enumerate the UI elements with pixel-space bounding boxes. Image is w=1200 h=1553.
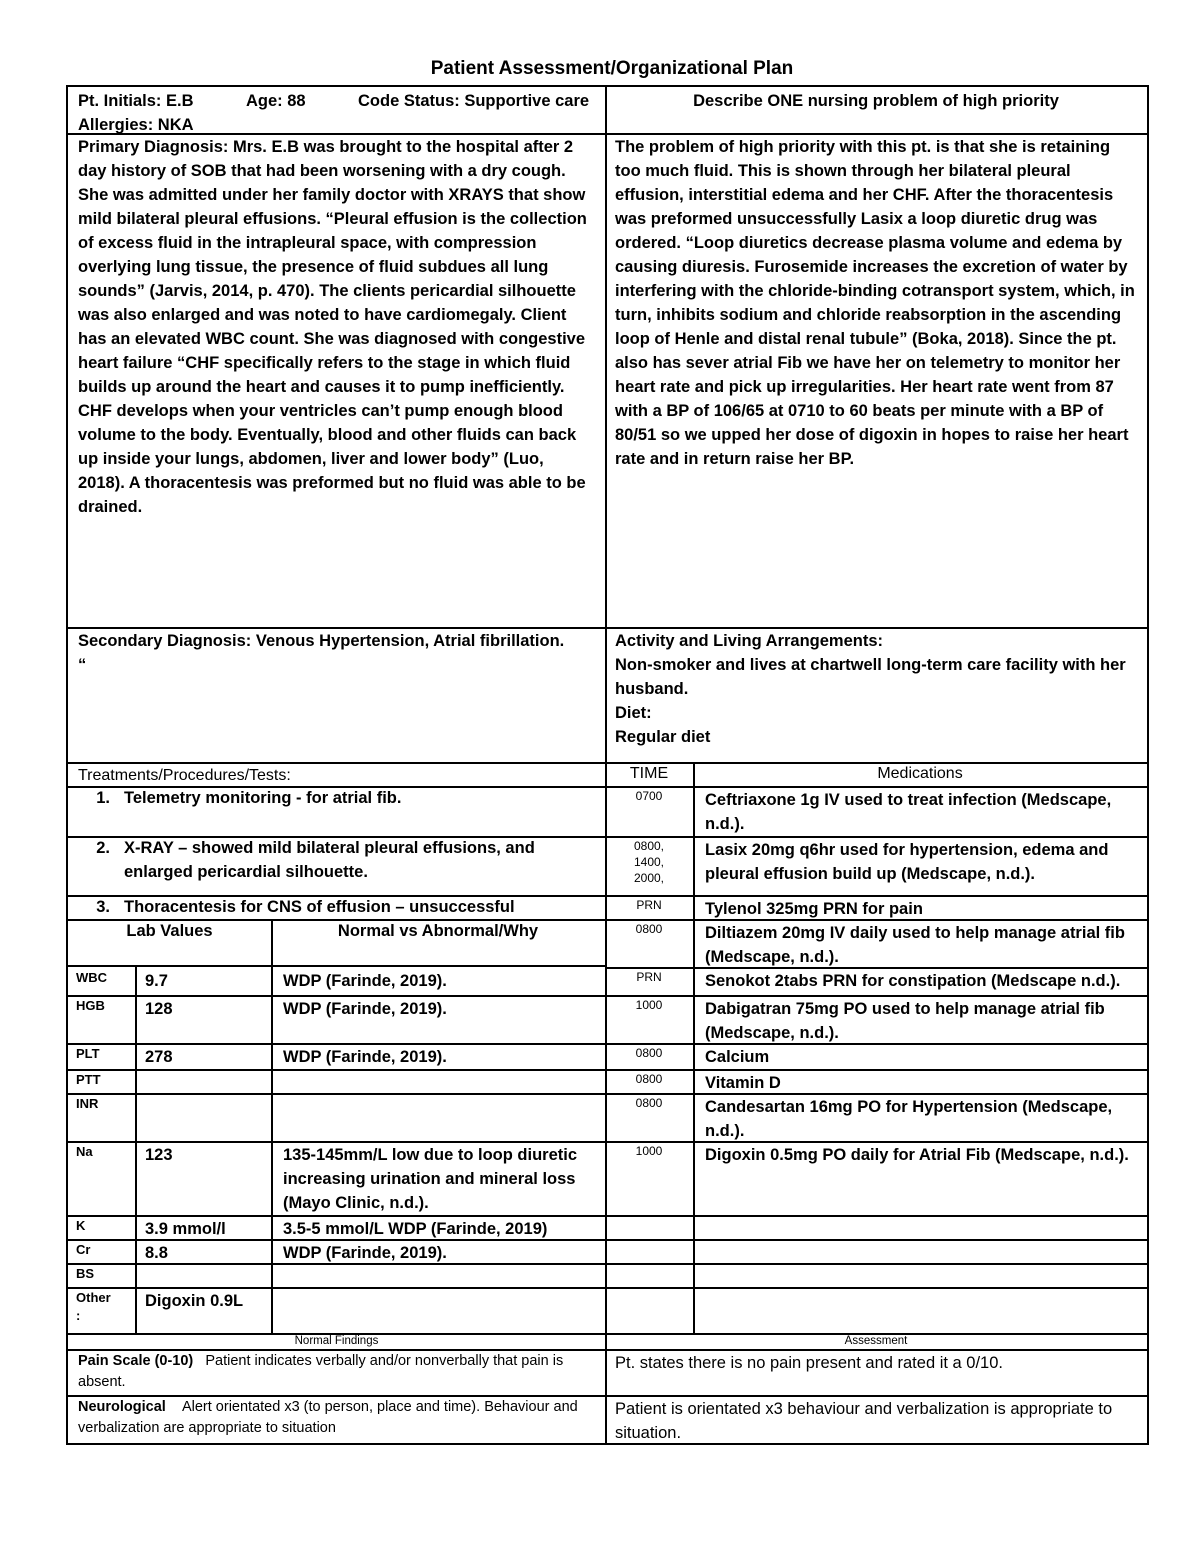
patient-age: Age: 88	[246, 92, 306, 110]
med-time: 0800	[605, 919, 695, 969]
med-description: Calcium	[693, 1043, 1149, 1071]
med-time: 0800	[605, 1069, 695, 1095]
diet-label: Diet:	[615, 704, 652, 722]
assessment-header: Assessment	[605, 1333, 1149, 1351]
med-time: 1000	[605, 995, 695, 1045]
lab-value: 8.8	[135, 1239, 273, 1265]
med-description: Lasix 20mg q6hr used for hypertension, edema and pleural effusion build up (Medscape, n.d.).	[693, 836, 1149, 897]
lab-name: HGB	[66, 995, 137, 1045]
empty-cell	[693, 1239, 1149, 1265]
med-time: 0800	[605, 1043, 695, 1071]
med-time: 0700	[605, 786, 695, 838]
lab-name: WBC	[66, 967, 137, 997]
pain-scale-label: Pain Scale (0-10)	[78, 1353, 194, 1369]
neuro-normal-cell	[66, 1395, 607, 1445]
medications-header: Medications	[693, 762, 1149, 788]
patient-info-cell	[66, 85, 607, 135]
empty-cell	[605, 1215, 695, 1241]
lab-values-header: Lab Values	[66, 919, 273, 967]
allergies: Allergies: NKA	[78, 116, 194, 134]
lab-name: Other :	[66, 1287, 137, 1335]
empty-cell	[693, 1287, 1149, 1335]
lab-name: BS	[66, 1263, 137, 1289]
activity-heading: Activity and Living Arrangements:	[615, 632, 884, 650]
med-description: Diltiazem 20mg IV daily used to help manage atrial fib (Medscape, n.d.).	[693, 919, 1149, 969]
primary-diagnosis: Primary Diagnosis: Mrs. E.B was brought to the hospital after 2 day history of SOB that had been worsening with a dry cough. She was admitted under her family doctor with XRAYS that show mild bilateral pleural effusions. “Pleural effusion is the collection of excess fluid in the intrapleural space, with compression overlying lung tissue, the presence of fluid subdues all lung sounds” (Jarvis, 2014, p. 470). The clients pericardial silhouette was also enlarged and was noted to have cardiomegaly. Client has an elevated WBC count. She was diagnosed with congestive heart failure “CHF specifically refers to the stage in which fluid builds up around the heart and causes it to pump inefficiently. CHF develops when your ventricles can’t pump enough blood volume to the body. Eventually, blood and other fluids can back up inside your lungs, abdomen, liver and lower body” (Luo, 2018). A thoracentesis was preformed but no fluid was able to be drained.	[66, 133, 607, 629]
treatment-number: 3.	[96, 898, 110, 916]
pain-assessment: Pt. states there is no pain present and rated it a 0/10.	[605, 1349, 1149, 1397]
code-status: Code Status: Supportive care	[358, 92, 590, 110]
priority-problem-text: The problem of high priority with this pt. is that she is retaining too much fluid. This is shown through her bilateral pleural effusion, interstitial edema and her CHF. After the thoracentesis was preformed unsuccessfully Lasix a loop diuretic drug was ordered. “Loop diuretics decrease plasma volume and edema by causing diuresis. Furosemide increases the excretion of water by interfering with the chloride-binding cotransport system, which, in turn, inhibits sodium and chloride reabsorption in the ascending loop of Henle and distal renal tubule” (Boka, 2018). Since the pt. also has sever atrial Fib we have her on telemetry to monitor her heart rate and pick up irregularities. Her heart rate went from 87 with a BP of 106/65 at 0710 to 60 beats per minute with a BP of 80/51 so we upped her dose of digoxin in hopes to raise her heart rate and in return raise her BP.	[605, 133, 1149, 629]
med-description: Senokot 2tabs PRN for constipation (Medscape n.d.).	[693, 967, 1149, 997]
empty-cell	[605, 1239, 695, 1265]
lab-interpretation: 135-145mm/L low due to loop diuretic increasing urination and mineral loss (Mayo Clinic, n.d.).	[271, 1141, 607, 1217]
problem-heading: Describe ONE nursing problem of high priority	[605, 85, 1149, 135]
lab-name: PLT	[66, 1043, 137, 1071]
lab-value	[135, 1069, 273, 1095]
treatment-item	[66, 895, 607, 921]
lab-interpretation	[271, 1069, 607, 1095]
activity-text: Non-smoker and lives at chartwell long-term care facility with her husband.	[615, 656, 1126, 698]
neuro-assessment: Patient is orientated x3 behaviour and verbalization is appropriate to situation.	[605, 1395, 1149, 1445]
treatment-text: Telemetry monitoring - for atrial fib.	[124, 789, 402, 807]
med-description: Dabigatran 75mg PO used to help manage atrial fib (Medscape, n.d.).	[693, 995, 1149, 1045]
lab-interpretation: WDP (Farinde, 2019).	[271, 1043, 607, 1071]
lab-interpretation	[271, 1287, 607, 1335]
lab-value	[135, 1263, 273, 1289]
med-description: Candesartan 16mg PO for Hypertension (Medscape, n.d.).	[693, 1093, 1149, 1143]
secondary-diagnosis-cell	[66, 627, 607, 764]
pain-normal-cell	[66, 1349, 607, 1397]
treatment-text: X-RAY – showed mild bilateral pleural effusions, and enlarged pericardial silhouette.	[124, 839, 535, 881]
med-time: 0800	[605, 1093, 695, 1143]
lab-interpretation	[271, 1093, 607, 1143]
empty-cell	[605, 1263, 695, 1289]
lab-interpretation	[271, 1263, 607, 1289]
lab-value: 123	[135, 1141, 273, 1217]
med-time: PRN	[605, 967, 695, 997]
empty-cell	[693, 1215, 1149, 1241]
lab-value: 3.9 mmol/l	[135, 1215, 273, 1241]
empty-cell	[605, 1287, 695, 1335]
med-time: 1000	[605, 1141, 695, 1217]
empty-cell	[693, 1263, 1149, 1289]
lab-interpretation: WDP (Farinde, 2019).	[271, 1239, 607, 1265]
lab-interpretation: 3.5-5 mmol/L WDP (Farinde, 2019)	[271, 1215, 607, 1241]
neurological-label: Neurological	[78, 1399, 166, 1415]
lab-value	[135, 1093, 273, 1143]
med-description: Ceftriaxone 1g IV used to treat infection (Medscape, n.d.).	[693, 786, 1149, 838]
treatment-number: 1.	[96, 789, 110, 807]
treatment-item	[66, 836, 607, 897]
treatment-text: Thoracentesis for CNS of effusion – unsuccessful	[124, 898, 515, 916]
time-header: TIME	[605, 762, 695, 788]
lab-name: INR	[66, 1093, 137, 1143]
lab-name: PTT	[66, 1069, 137, 1095]
treatments-heading: Treatments/Procedures/Tests:	[66, 762, 607, 788]
lab-value: 9.7	[135, 967, 273, 997]
page-title: Patient Assessment/Organizational Plan	[430, 58, 794, 79]
treatment-item	[66, 786, 607, 838]
lab-normal-header: Normal vs Abnormal/Why	[271, 919, 607, 967]
med-description: Tylenol 325mg PRN for pain	[693, 895, 1149, 921]
med-time: 0800, 1400, 2000,	[605, 836, 695, 897]
diet-value: Regular diet	[615, 728, 711, 746]
activity-cell	[605, 627, 1149, 764]
med-description: Vitamin D	[693, 1069, 1149, 1095]
med-description: Digoxin 0.5mg PO daily for Atrial Fib (Medscape, n.d.).	[693, 1141, 1149, 1217]
lab-name: Cr	[66, 1239, 137, 1265]
patient-initials: Pt. Initials: E.B	[78, 92, 194, 110]
lab-name: K	[66, 1215, 137, 1241]
med-time: PRN	[605, 895, 695, 921]
lab-value: Digoxin 0.9L	[135, 1287, 273, 1335]
secondary-diagnosis: Secondary Diagnosis: Venous Hypertension, Atrial fibrillation.	[78, 632, 565, 650]
lab-name: Na	[66, 1141, 137, 1217]
lab-value: 128	[135, 995, 273, 1045]
neuro-normal-text: Alert orientated x3 (to person, place and time). Behaviour and verbalization are appropriate to situation	[78, 1399, 578, 1436]
normal-findings-header: Normal Findings	[66, 1333, 607, 1351]
treatment-number: 2.	[96, 839, 110, 857]
lab-interpretation: WDP (Farinde, 2019).	[271, 967, 607, 997]
pain-normal-text: Patient indicates verbally and/or nonverbally that pain is absent.	[78, 1353, 564, 1390]
lab-interpretation: WDP (Farinde, 2019).	[271, 995, 607, 1045]
secondary-diagnosis-mark: “	[78, 656, 87, 674]
lab-value: 278	[135, 1043, 273, 1071]
